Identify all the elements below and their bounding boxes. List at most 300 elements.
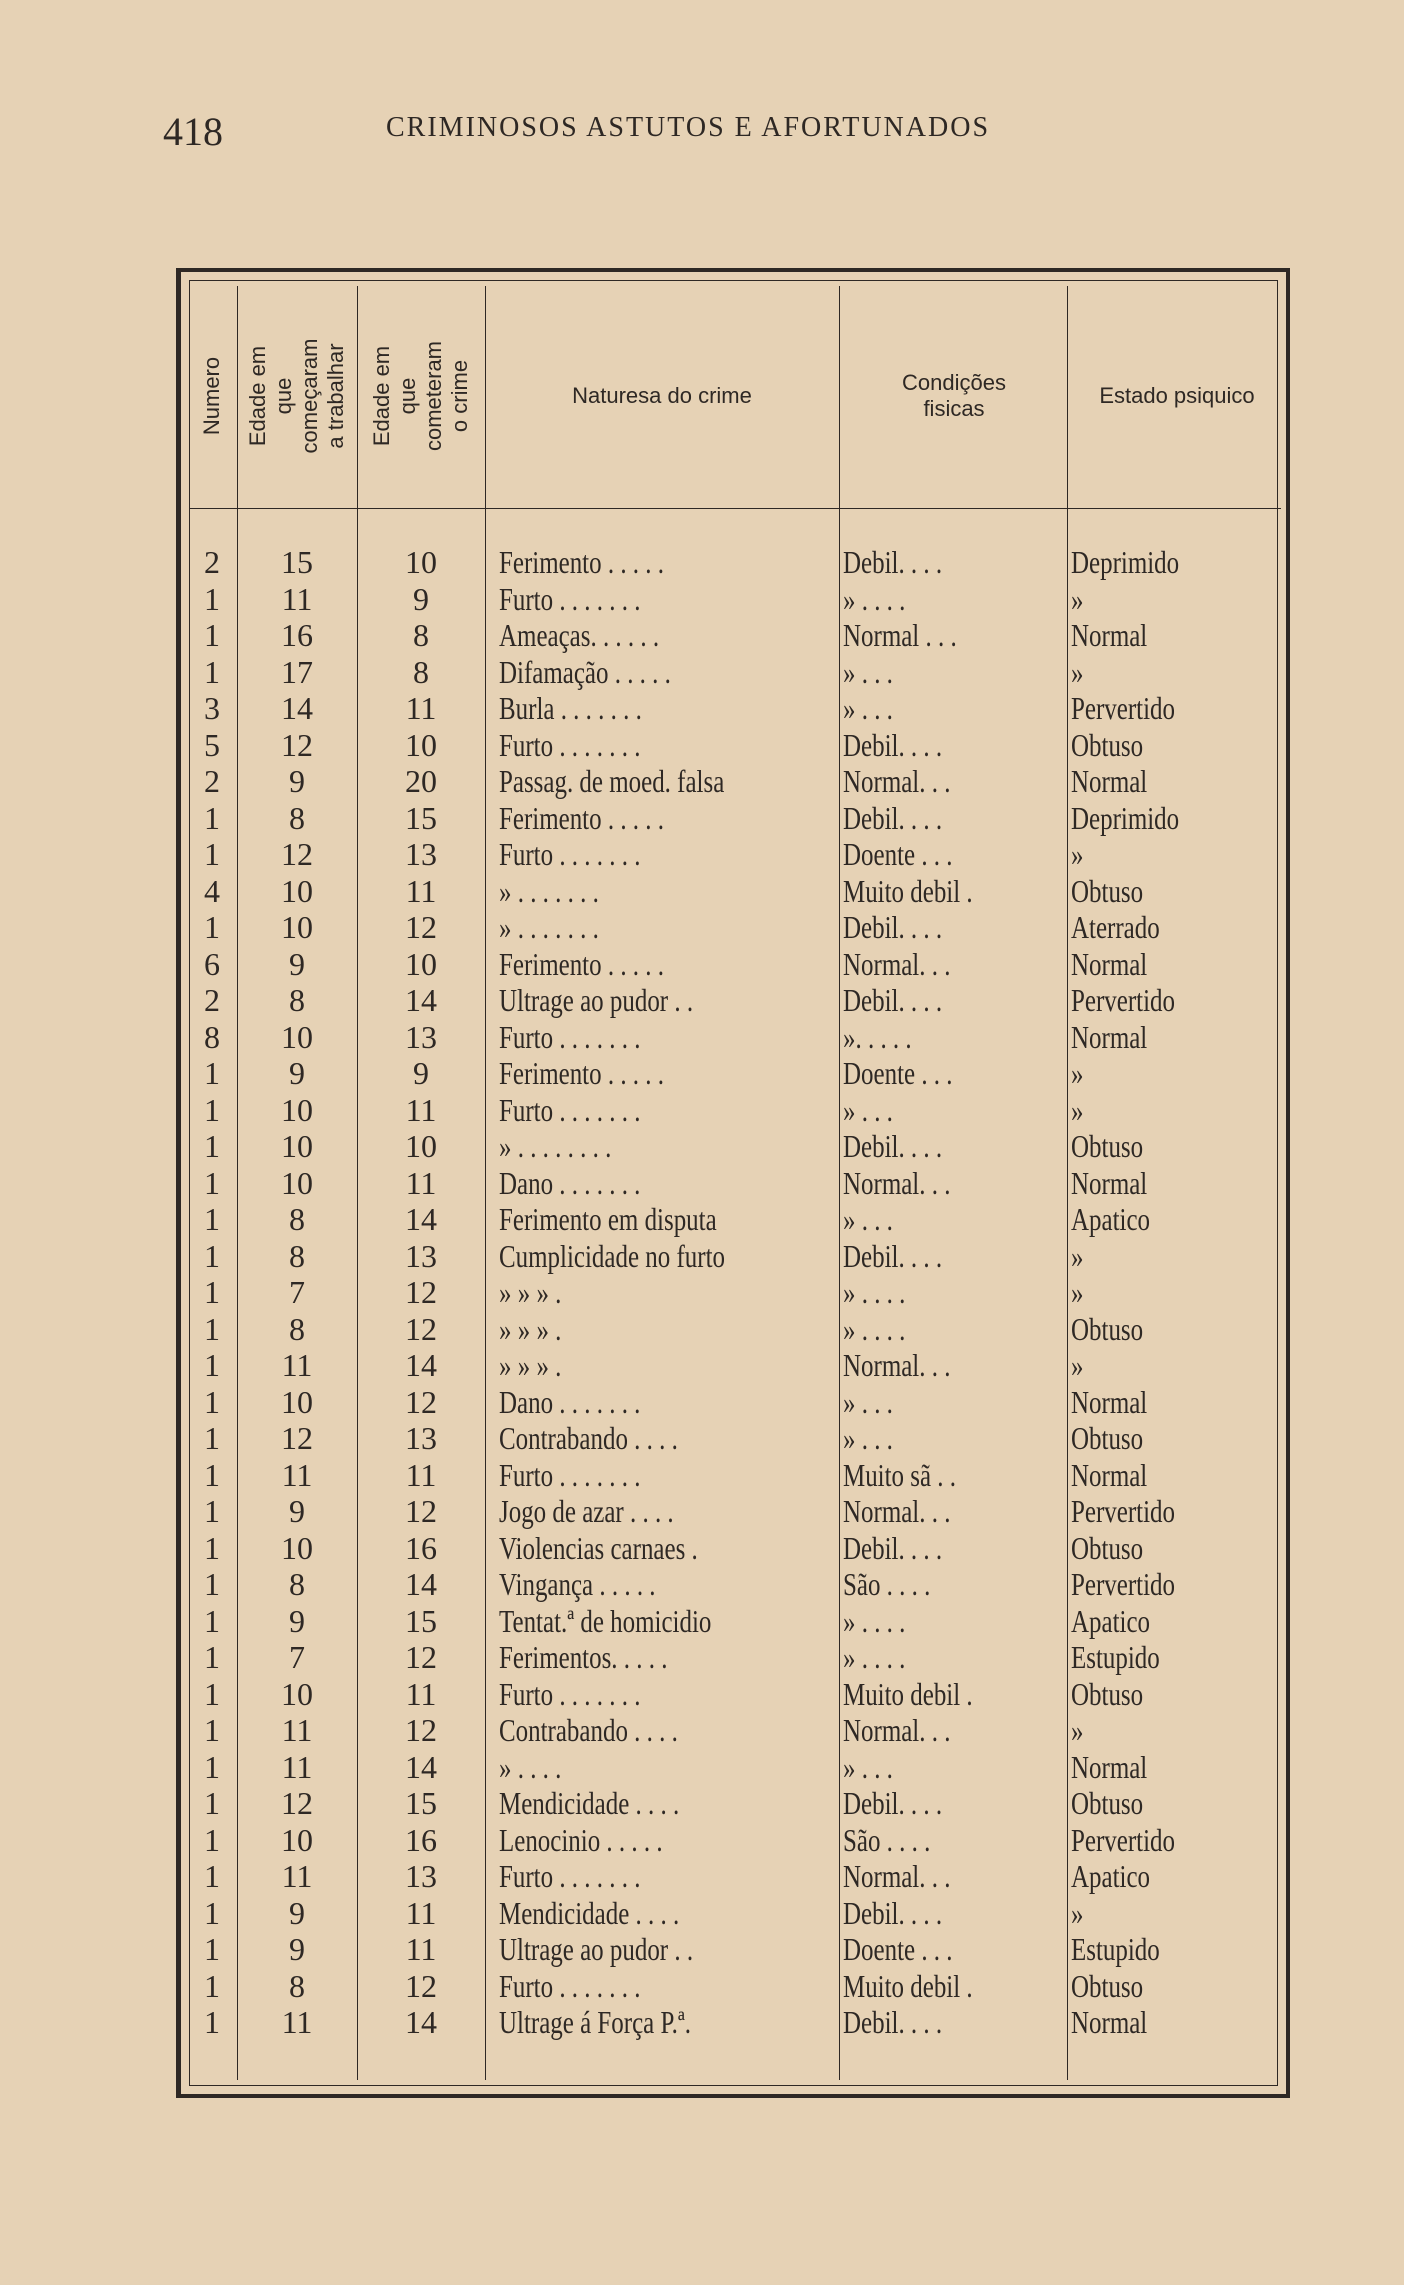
cell-estado — [1071, 1347, 1281, 1383]
cell-numero — [187, 617, 237, 653]
cell-text: 9 — [413, 580, 429, 617]
cell-numero — [187, 1785, 237, 1821]
cell-text: » — [1071, 1712, 1084, 1748]
cell-condicoes — [843, 873, 1067, 909]
cell-text: » — [1071, 1237, 1084, 1274]
cell-text: 2 — [204, 763, 220, 799]
cell-text: 10 — [281, 1091, 313, 1128]
cell-text: Vingança . . . . . — [499, 1566, 656, 1602]
cell-numero — [187, 1493, 237, 1529]
table-row — [181, 1712, 1286, 1749]
cell-text: Debil. . . . — [843, 544, 943, 580]
cell-text: São . . . . — [843, 1821, 931, 1858]
cell-text: Normal — [1071, 1018, 1148, 1055]
cell-condicoes — [843, 1676, 1067, 1712]
cell-estado — [1071, 1895, 1281, 1931]
cell-estado — [1071, 727, 1281, 763]
cell-edade-crime — [359, 1238, 483, 1274]
cell-text: » — [1071, 580, 1084, 617]
cell-numero — [187, 1457, 237, 1493]
cell-numero — [187, 581, 237, 617]
cell-text: Muito debil . — [843, 1967, 973, 2004]
cell-estado — [1071, 654, 1281, 690]
cell-condicoes — [843, 1566, 1067, 1602]
cell-estado — [1071, 1238, 1281, 1274]
cell-text: 5 — [204, 726, 220, 763]
cell-text: » . . . . — [843, 1602, 906, 1639]
cell-edade-trabalhar — [239, 2004, 355, 2040]
cell-text: 1 — [204, 1748, 220, 1785]
cell-text: » — [1071, 1894, 1084, 1931]
table-row — [181, 1566, 1286, 1603]
cell-text: 9 — [289, 763, 305, 799]
cell-edade-crime — [359, 581, 483, 617]
cell-text: » — [1071, 653, 1084, 690]
cell-numero — [187, 1676, 237, 1712]
cell-text: 8 — [289, 982, 305, 1018]
cell-text: 12 — [405, 1639, 437, 1675]
cell-text: Debil. . . . — [843, 1128, 943, 1164]
cell-numero — [187, 544, 237, 580]
cell-estado — [1071, 1092, 1281, 1128]
cell-edade-crime — [359, 1822, 483, 1858]
cell-text: 1 — [204, 1858, 220, 1894]
cell-condicoes — [843, 1311, 1067, 1347]
cell-edade-trabalhar — [239, 727, 355, 763]
cell-text: 8 — [289, 1967, 305, 2004]
cell-text: 12 — [405, 1383, 437, 1420]
cell-edade-crime — [359, 873, 483, 909]
cell-text: 11 — [281, 1748, 313, 1785]
cell-text: 1 — [204, 1675, 220, 1712]
cell-condicoes — [843, 1858, 1067, 1894]
cell-edade-crime — [359, 690, 483, 726]
cell-text: 11 — [281, 1858, 313, 1894]
header-edade-trabalhar — [239, 286, 355, 506]
cell-text: 12 — [405, 1274, 437, 1310]
cell-text: 8 — [289, 1566, 305, 1602]
cell-edade-trabalhar — [239, 800, 355, 836]
table-row — [181, 836, 1286, 873]
header-naturesa: Naturesa do crime — [572, 383, 752, 408]
table-row — [181, 1092, 1286, 1129]
cell-edade-trabalhar — [239, 1420, 355, 1456]
cell-edade-trabalhar — [239, 1931, 355, 1967]
cell-estado — [1071, 1822, 1281, 1858]
cell-text: Normal. . . — [843, 1493, 951, 1529]
cell-numero — [187, 1165, 237, 1201]
cell-text: 1 — [204, 1274, 220, 1310]
cell-edade-crime — [359, 836, 483, 872]
cell-text: 9 — [289, 1602, 305, 1639]
cell-text: Debil. . . . — [843, 1894, 943, 1931]
cell-numero — [187, 946, 237, 982]
cell-text: 1 — [204, 836, 220, 872]
cell-text: » — [1071, 1091, 1084, 1128]
cell-text: 11 — [281, 1347, 313, 1383]
cell-text: 10 — [281, 1529, 313, 1566]
cell-text: Normal — [1071, 1383, 1148, 1420]
table-row — [181, 1311, 1286, 1348]
cell-text: Apatico — [1071, 1858, 1151, 1894]
cell-naturesa — [499, 1420, 839, 1456]
cell-text: Furto . . . . . . . — [499, 1456, 641, 1493]
cell-text: Debil. . . . — [843, 1529, 943, 1566]
cell-text: 1 — [204, 653, 220, 690]
cell-estado — [1071, 1128, 1281, 1164]
cell-text: 1 — [204, 909, 220, 945]
cell-text: 15 — [405, 1785, 437, 1821]
header-estado: Estado psiquico — [1099, 383, 1255, 408]
cell-text: 1 — [204, 799, 220, 836]
cell-text: 13 — [405, 1858, 437, 1894]
cell-condicoes — [843, 1055, 1067, 1091]
cell-naturesa — [499, 1822, 839, 1858]
cell-text: 16 — [405, 1529, 437, 1566]
cell-text: 16 — [405, 1821, 437, 1858]
cell-text: 1 — [204, 1456, 220, 1493]
cell-text: Obtuso — [1071, 1785, 1144, 1821]
cell-condicoes — [843, 1639, 1067, 1675]
cell-estado — [1071, 1566, 1281, 1602]
cell-edade-crime — [359, 1712, 483, 1748]
cell-text: 13 — [405, 1018, 437, 1055]
cell-estado — [1071, 1420, 1281, 1456]
cell-estado — [1071, 581, 1281, 617]
cell-edade-trabalhar — [239, 690, 355, 726]
cell-estado — [1071, 1858, 1281, 1894]
cell-estado — [1071, 836, 1281, 872]
cell-text: 14 — [405, 1201, 437, 1237]
cell-condicoes — [843, 1274, 1067, 1310]
cell-text: 1 — [204, 1639, 220, 1675]
cell-text: Debil. . . . — [843, 1237, 943, 1274]
cell-numero — [187, 1968, 237, 2004]
cell-numero — [187, 763, 237, 799]
column-divider — [237, 286, 238, 2080]
cell-naturesa — [499, 1603, 839, 1639]
cell-estado — [1071, 1785, 1281, 1821]
cell-text: Debil. . . . — [843, 799, 943, 836]
cell-text: Ferimento . . . . . — [499, 1055, 664, 1091]
cell-naturesa — [499, 873, 839, 909]
cell-condicoes — [843, 1603, 1067, 1639]
cell-numero — [187, 1931, 237, 1967]
cell-condicoes — [843, 1457, 1067, 1493]
cell-text: Deprimido — [1071, 544, 1180, 580]
cell-text: 2 — [204, 982, 220, 1018]
cell-text: 10 — [281, 1675, 313, 1712]
cell-text: 10 — [405, 1128, 437, 1164]
cell-naturesa — [499, 1785, 839, 1821]
cell-condicoes — [843, 946, 1067, 982]
cell-naturesa — [499, 1128, 839, 1164]
cell-numero — [187, 909, 237, 945]
cell-text: 1 — [204, 1821, 220, 1858]
cell-text: 12 — [281, 1785, 313, 1821]
cell-text: 1 — [204, 1237, 220, 1274]
cell-text: 11 — [405, 1091, 437, 1128]
cell-edade-trabalhar — [239, 544, 355, 580]
cell-text: 1 — [204, 1310, 220, 1347]
cell-numero — [187, 1019, 237, 1055]
cell-naturesa — [499, 2004, 839, 2040]
cell-text: Pervertido — [1071, 982, 1175, 1018]
table-row — [181, 1201, 1286, 1238]
cell-text: » » » . — [499, 1274, 562, 1310]
cell-text: » » » . — [499, 1310, 562, 1347]
cell-text: 1 — [204, 1201, 220, 1237]
cell-edade-crime — [359, 1201, 483, 1237]
cell-naturesa — [499, 1238, 839, 1274]
cell-text: Furto . . . . . . . — [499, 1967, 641, 2004]
table-row — [181, 1895, 1286, 1932]
cell-text: 10 — [281, 909, 313, 945]
cell-text: 8 — [204, 1018, 220, 1055]
cell-edade-trabalhar — [239, 1530, 355, 1566]
cell-edade-crime — [359, 654, 483, 690]
cell-text: Cumplicidade no furto — [499, 1237, 725, 1274]
table-row — [181, 617, 1286, 654]
table-row — [181, 1493, 1286, 1530]
cell-text: 9 — [289, 1493, 305, 1529]
cell-edade-crime — [359, 1858, 483, 1894]
cell-naturesa — [499, 1931, 839, 1967]
table-row — [181, 1639, 1286, 1676]
cell-edade-crime — [359, 946, 483, 982]
table-row — [181, 1822, 1286, 1859]
cell-numero — [187, 1420, 237, 1456]
cell-estado — [1071, 1055, 1281, 1091]
cell-numero — [187, 1822, 237, 1858]
table-row — [181, 581, 1286, 618]
cell-text: Dano . . . . . . . — [499, 1164, 641, 1201]
cell-naturesa — [499, 1895, 839, 1931]
cell-text: 3 — [204, 690, 220, 726]
cell-text: 13 — [405, 1237, 437, 1274]
cell-edade-crime — [359, 1420, 483, 1456]
cell-numero — [187, 727, 237, 763]
header-edade-crime-text: Edade em que cometeram o crime — [369, 340, 472, 452]
cell-estado — [1071, 982, 1281, 1018]
cell-text: » . . . . — [499, 1748, 562, 1785]
cell-condicoes — [843, 1968, 1067, 2004]
cell-text: Ferimento . . . . . — [499, 945, 664, 982]
cell-edade-crime — [359, 1274, 483, 1310]
cell-estado — [1071, 1274, 1281, 1310]
cell-text: Contrabando . . . . — [499, 1712, 678, 1748]
cell-text: 10 — [281, 1821, 313, 1858]
cell-text: » . . . — [843, 1748, 893, 1785]
cell-text: Debil. . . . — [843, 726, 943, 763]
cell-condicoes — [843, 800, 1067, 836]
cell-text: 8 — [413, 617, 429, 653]
cell-condicoes — [843, 1931, 1067, 1967]
cell-text: Normal. . . — [843, 945, 951, 982]
cell-text: Normal. . . — [843, 763, 951, 799]
cell-text: Obtuso — [1071, 1420, 1144, 1456]
cell-estado — [1071, 1676, 1281, 1712]
cell-estado — [1071, 1530, 1281, 1566]
cell-text: 11 — [405, 1931, 437, 1967]
cell-text: 9 — [289, 945, 305, 982]
cell-numero — [187, 836, 237, 872]
cell-naturesa — [499, 1347, 839, 1383]
cell-condicoes — [843, 1493, 1067, 1529]
cell-text: Furto . . . . . . . — [499, 726, 641, 763]
cell-text: Debil. . . . — [843, 1785, 943, 1821]
cell-text: » . . . — [843, 1383, 893, 1420]
cell-edade-crime — [359, 727, 483, 763]
table-row — [181, 1165, 1286, 1202]
cell-estado — [1071, 1493, 1281, 1529]
cell-text: Furto . . . . . . . — [499, 580, 641, 617]
cell-text: 2 — [204, 544, 220, 580]
cell-text: Ferimento em disputa — [499, 1201, 717, 1237]
cell-edade-trabalhar — [239, 1676, 355, 1712]
cell-text: Furto . . . . . . . — [499, 1858, 641, 1894]
cell-condicoes — [843, 1092, 1067, 1128]
cell-text: 1 — [204, 1785, 220, 1821]
cell-numero — [187, 800, 237, 836]
cell-text: 10 — [281, 872, 313, 909]
cell-edade-crime — [359, 1055, 483, 1091]
cell-text: Furto . . . . . . . — [499, 1091, 641, 1128]
table-row — [181, 1530, 1286, 1567]
cell-text: Normal. . . — [843, 1164, 951, 1201]
cell-text: » . . . — [843, 1091, 893, 1128]
cell-text: Tentat.ª de homicidio — [499, 1602, 712, 1639]
cell-text: 1 — [204, 1894, 220, 1931]
cell-text: 1 — [204, 1967, 220, 2004]
cell-text: 1 — [204, 1493, 220, 1529]
table-row — [181, 982, 1286, 1019]
cell-edade-crime — [359, 1749, 483, 1785]
cell-text: » . . . — [843, 1420, 893, 1456]
cell-edade-crime — [359, 909, 483, 945]
cell-estado — [1071, 1457, 1281, 1493]
cell-numero — [187, 1347, 237, 1383]
cell-condicoes — [843, 1530, 1067, 1566]
cell-text: Deprimido — [1071, 799, 1180, 836]
cell-text: Violencias carnaes . — [499, 1529, 698, 1566]
cell-text: São . . . . — [843, 1566, 931, 1602]
table-row — [181, 1931, 1286, 1968]
cell-edade-crime — [359, 1639, 483, 1675]
cell-text: 11 — [405, 1164, 437, 1201]
cell-text: Furto . . . . . . . — [499, 1018, 641, 1055]
table-row — [181, 763, 1286, 800]
cell-text: 7 — [289, 1274, 305, 1310]
cell-edade-trabalhar — [239, 1895, 355, 1931]
cell-edade-crime — [359, 982, 483, 1018]
cell-numero — [187, 1712, 237, 1748]
cell-text: Furto . . . . . . . — [499, 1675, 641, 1712]
cell-text: » — [1071, 836, 1084, 872]
cell-naturesa — [499, 1384, 839, 1420]
cell-text: Pervertido — [1071, 1821, 1175, 1858]
cell-estado — [1071, 946, 1281, 982]
cell-text: 1 — [204, 1055, 220, 1091]
cell-text: 1 — [204, 1529, 220, 1566]
cell-condicoes — [843, 1895, 1067, 1931]
table-row — [181, 873, 1286, 910]
cell-text: 1 — [204, 1128, 220, 1164]
cell-text: 20 — [405, 763, 437, 799]
cell-text: » — [1071, 1347, 1084, 1383]
cell-edade-trabalhar — [239, 946, 355, 982]
cell-text: » » » . — [499, 1347, 562, 1383]
cell-text: 11 — [405, 1675, 437, 1712]
table-row — [181, 1676, 1286, 1713]
cell-text: 10 — [405, 544, 437, 580]
cell-numero — [187, 1274, 237, 1310]
cell-numero — [187, 982, 237, 1018]
cell-naturesa — [499, 1858, 839, 1894]
cell-text: Furto . . . . . . . — [499, 836, 641, 872]
cell-text: Lenocinio . . . . . — [499, 1821, 663, 1858]
cell-naturesa — [499, 1676, 839, 1712]
cell-naturesa — [499, 1201, 839, 1237]
cell-edade-trabalhar — [239, 1092, 355, 1128]
cell-edade-crime — [359, 1457, 483, 1493]
cell-text: 4 — [204, 872, 220, 909]
cell-numero — [187, 1055, 237, 1091]
cell-text: » . . . . — [843, 1310, 906, 1347]
cell-condicoes — [843, 654, 1067, 690]
cell-condicoes — [843, 2004, 1067, 2040]
table-row — [181, 544, 1286, 581]
cell-text: 1 — [204, 1383, 220, 1420]
cell-text: 1 — [204, 1420, 220, 1456]
cell-text: Obtuso — [1071, 726, 1144, 763]
cell-edade-trabalhar — [239, 1347, 355, 1383]
cell-text: 10 — [281, 1383, 313, 1420]
cell-edade-crime — [359, 1384, 483, 1420]
cell-estado — [1071, 1639, 1281, 1675]
cell-text: Obtuso — [1071, 872, 1144, 909]
cell-text: 1 — [204, 1091, 220, 1128]
cell-edade-trabalhar — [239, 1822, 355, 1858]
cell-text: 11 — [405, 1456, 437, 1493]
cell-text: 16 — [281, 617, 313, 653]
header-numero — [187, 286, 237, 506]
cell-text: 13 — [405, 1420, 437, 1456]
cell-text: 6 — [204, 945, 220, 982]
cell-text: » . . . — [843, 690, 893, 726]
cell-numero — [187, 1530, 237, 1566]
cell-text: 12 — [281, 836, 313, 872]
cell-condicoes — [843, 1128, 1067, 1164]
cell-text: 10 — [281, 1128, 313, 1164]
cell-naturesa — [499, 654, 839, 690]
cell-condicoes — [843, 763, 1067, 799]
table-row — [181, 1968, 1286, 2005]
cell-estado — [1071, 873, 1281, 909]
cell-text: 14 — [405, 982, 437, 1018]
cell-edade-crime — [359, 1931, 483, 1967]
cell-text: 12 — [405, 1712, 437, 1748]
cell-text: Ferimento . . . . . — [499, 544, 664, 580]
cell-text: Debil. . . . — [843, 982, 943, 1018]
cell-naturesa — [499, 1639, 839, 1675]
cell-condicoes — [843, 1201, 1067, 1237]
cell-naturesa — [499, 909, 839, 945]
cell-text: Ultrage ao pudor . . — [499, 1931, 694, 1967]
cell-text: 14 — [405, 1748, 437, 1785]
cell-estado — [1071, 617, 1281, 653]
cell-edade-crime — [359, 1493, 483, 1529]
